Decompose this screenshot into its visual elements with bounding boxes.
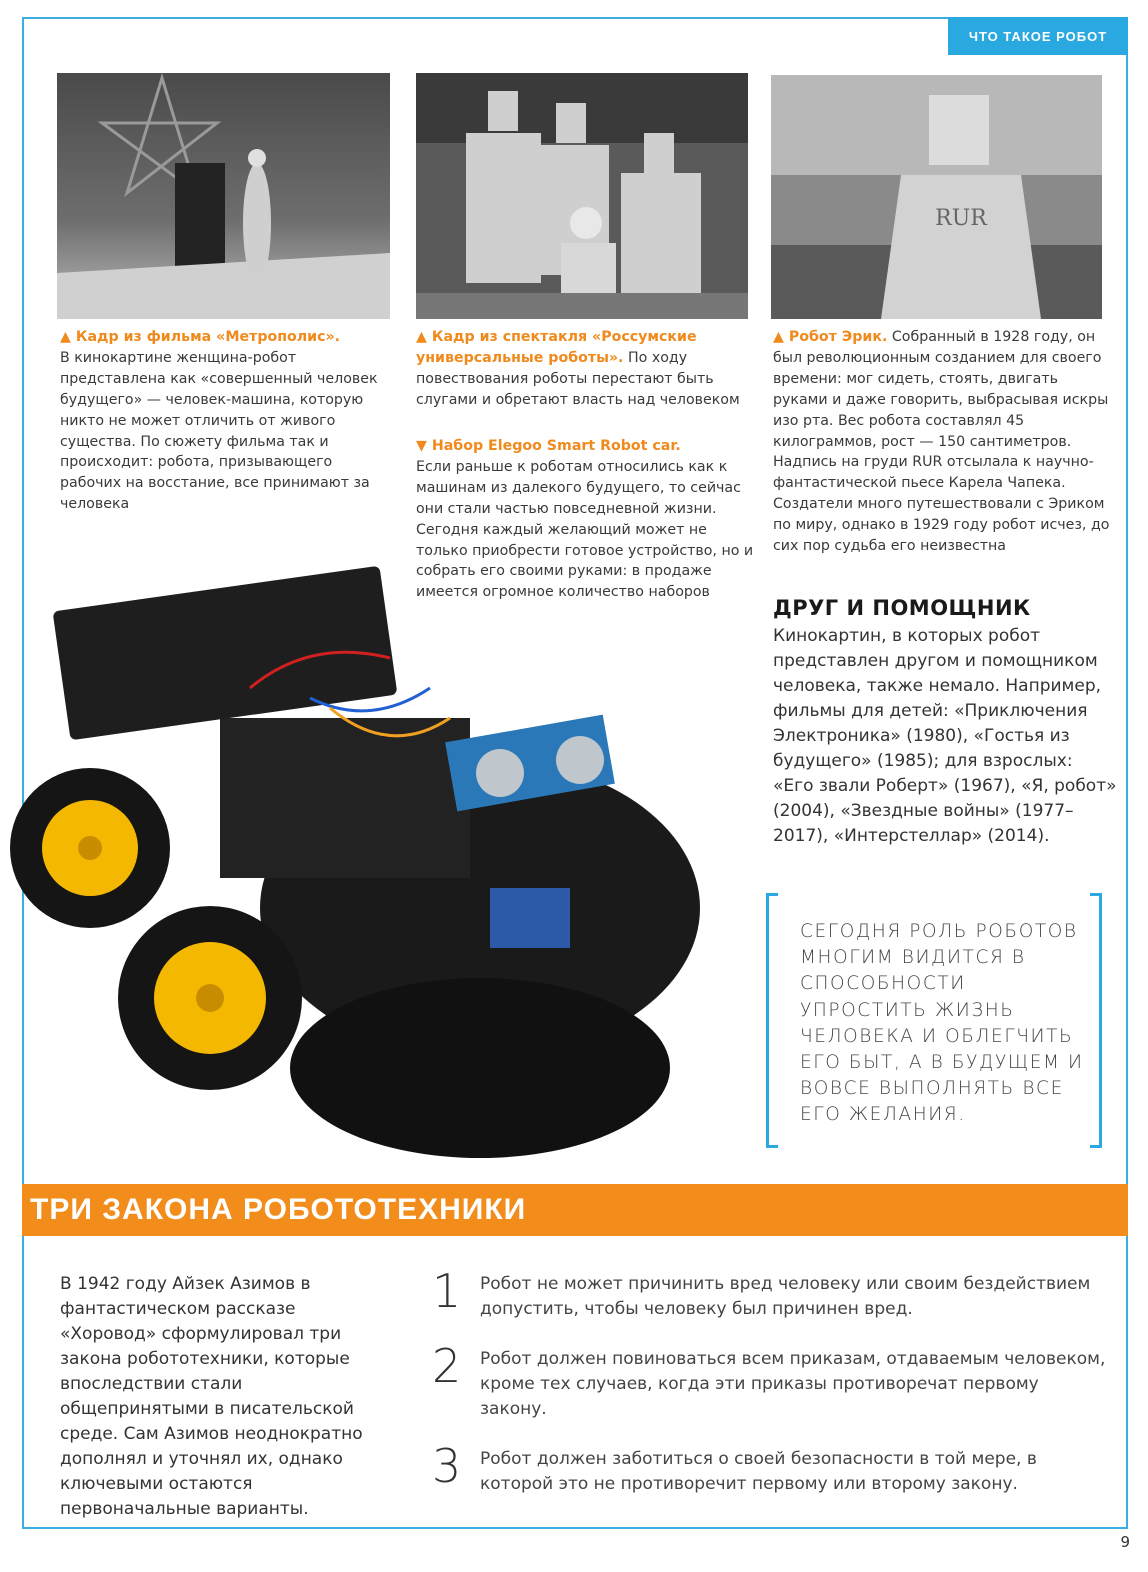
laws-banner xyxy=(22,1184,1128,1236)
metropolis-photo xyxy=(57,73,390,319)
law-number: 2 xyxy=(432,1339,462,1393)
law-text: Робот не может причинить вред человеку или своим бездействием допустить, чтобы человеку был причинен вред. xyxy=(480,1274,1091,1319)
quote-bracket-left xyxy=(766,893,778,1148)
eric-caption-text: Собранный в 1928 году, он был революционным созданием для своего времени: мог сидеть, стоять, двигать руками и даже говорить, выбрасывая искры изо рта. Вес робота составлял 45 килограммов, рост — 150 сантиметров. Надпись на груди RUR отсылала к научно-фантастической пьесе Карела Чапека. Создатели много путешествовали с Эриком по миру, однако в 1929 году робот исчез, до сих пор судьба его неизвестна xyxy=(773,329,1110,555)
page-number: 9 xyxy=(1120,1533,1130,1551)
metropolis-caption-title: ▲ Кадр из фильма «Метрополис». xyxy=(60,329,341,345)
rur-play-photo xyxy=(416,73,748,319)
metropolis-caption-text: В кинокартине женщина-робот представлена как «совершенный человек будущего» — человек-машина, которую никто не может отличить от живого существа. По сюжету фильма так и происходит: робота, призывающего рабочих на восстание, все принимают за человека xyxy=(60,349,378,513)
law-text: Робот должен заботиться о своей безопасности в той мере, в которой это не противоречит первому или второму закону. xyxy=(480,1449,1037,1494)
metropolis-caption xyxy=(60,327,390,515)
robot-car-image xyxy=(10,528,710,1168)
quote-bracket-right xyxy=(1090,893,1102,1148)
section-tag: ЧТО ТАКОЕ РОБОТ xyxy=(948,17,1128,55)
quote-text: СЕГОДНЯ РОЛЬ РОБОТОВ МНОГИМ ВИДИТСЯ В СПОСОБНОСТИ УПРОСТИТЬ ЖИЗНЬ ЧЕЛОВЕКА И ОБЛЕГЧИТЬ ЕГО БЫТ, А В БУДУЩЕМ И ВОВСЕ ВЫПОЛНЯТЬ ВСЕ ЕГО ЖЕЛАНИЯ. xyxy=(800,921,1084,1126)
svg-text:RUR: RUR xyxy=(935,206,987,231)
friend-heading: ДРУГ И ПОМОЩНИК xyxy=(773,596,1031,620)
quote-box xyxy=(766,893,1102,1148)
eric-caption xyxy=(773,327,1113,557)
eric-caption-title: ▲ Робот Эрик. xyxy=(773,329,888,345)
law-number: 1 xyxy=(432,1264,462,1318)
law-number: 3 xyxy=(432,1439,462,1493)
elegoo-caption-title: ▼ Набор Elegoo Smart Robot car. xyxy=(416,438,681,454)
laws-banner-title: ТРИ ЗАКОНА РОБОТОТЕХНИКИ xyxy=(30,1193,527,1226)
eric-robot-photo xyxy=(771,75,1102,319)
rur-caption xyxy=(416,327,754,411)
rur-caption-title: ▲ Кадр из спектакля «Россумские универсальные роботы». xyxy=(416,329,697,366)
elegoo-caption-text: Если раньше к роботам относились как к машинам из далекого будущего, то сейчас они стали частью повседневной жизни. Сегодня каждый желающий может не только приобрести готовое устройство, но и собрать его своими руками: в продаже имеется огромное количество наборов xyxy=(416,458,754,601)
friend-text: Кинокартин, в которых робот представлен другом и помощником человека, также немало. Например, фильмы для детей: «Приключения Электроника» (1980), «Гостья из будущего» (1985); для взрослых: «Его звали Роберт» (1967), «Я, робот» (2004), «Звездные войны» (1977–2017), «Интерстеллар» (2014). xyxy=(773,626,1117,846)
laws-intro: В 1942 году Айзек Азимов в фантастическом рассказе «Хоровод» сформулировал три закона робототехники, которые впоследствии стали общепринятыми в писательской среде. Сам Азимов неоднократно дополнял и уточнял их, однако ключевыми остаются первоначальные варианты. xyxy=(60,1274,363,1519)
law-text: Робот должен повиноваться всем приказам, отдаваемым человеком, кроме тех случаев, когда эти приказы противоречат первому закону. xyxy=(480,1349,1106,1419)
rur-caption-text: По ходу повествования роботы перестают быть слугами и обретают власть над человеком xyxy=(416,349,740,408)
